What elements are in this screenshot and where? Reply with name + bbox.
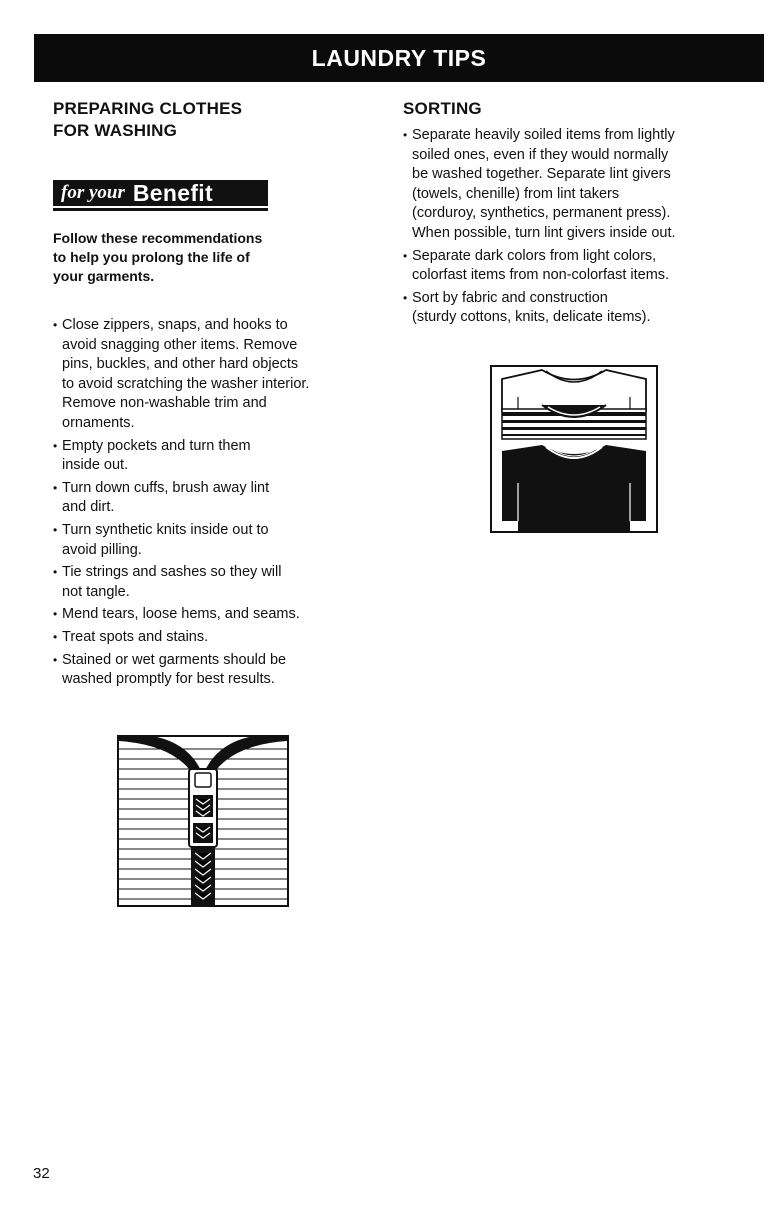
intro-line: to help you prolong the life of: [53, 249, 250, 265]
sorting-tip: [403, 247, 753, 286]
tip-line: avoid pilling.: [62, 541, 142, 558]
tip-line: • Stained or wet garments should be: [62, 651, 287, 668]
tip-line: • Sort by fabric and construction: [412, 289, 608, 306]
intro-line: Follow these recommendations: [53, 230, 263, 246]
tip-line: ornaments.: [62, 414, 135, 431]
sorting-heading-text: SORTING: [403, 99, 482, 118]
preparing-heading: [53, 98, 373, 142]
tip-line: pins, buckles, and other hard objects: [62, 356, 299, 373]
preparing-tip: [53, 316, 373, 434]
badge-prefix: for your: [61, 182, 125, 203]
closed-zipper-illustration: [117, 735, 289, 907]
preparing-tip: [53, 651, 373, 690]
tip-line: (towels, chenille) from lint takers: [412, 185, 620, 202]
preparing-heading-line: FOR WASHING: [53, 121, 178, 140]
tip-line: • Separate heavily soiled items from lightly: [412, 127, 675, 143]
tip-line: • Turn down cuffs, brush away lint: [62, 479, 270, 496]
preparing-tip: [53, 628, 373, 648]
tip-line: Remove non-washable trim and: [62, 395, 267, 412]
tip-line: (sturdy cottons, knits, delicate items).: [412, 309, 651, 326]
tip-line: • Tie strings and sashes so they will: [62, 564, 282, 581]
page-banner: [34, 34, 764, 82]
sorting-tip: [403, 289, 753, 328]
badge-word: Benefit: [132, 179, 213, 206]
preparing-intro: [53, 229, 373, 286]
tip-line: washed promptly for best results.: [62, 671, 275, 688]
sorted-shirts-illustration: [490, 365, 658, 533]
preparing-tip: [53, 521, 373, 560]
tip-line: • Empty pockets and turn them: [62, 437, 251, 454]
preparing-tip: [53, 437, 373, 476]
tip-line: When possible, turn lint givers inside out.: [412, 224, 676, 241]
preparing-heading-line: PREPARING CLOTHES: [53, 99, 243, 118]
tip-line: • Close zippers, snaps, and hooks to: [62, 317, 288, 333]
tip-line: and dirt.: [62, 499, 115, 516]
tip-line: • Turn synthetic knits inside out to: [62, 521, 269, 538]
badge-underline: [53, 208, 268, 211]
banner-title: LAUNDRY TIPS: [311, 44, 487, 71]
intro-line: your garments.: [53, 268, 155, 284]
tip-line: not tangle.: [62, 583, 130, 600]
sorting-heading: [403, 98, 753, 120]
tip-line: • Mend tears, loose hems, and seams.: [62, 606, 300, 623]
sorting-tips-list: [403, 126, 753, 328]
tip-line: • Treat spots and stains.: [62, 628, 209, 645]
sorting-tip: [403, 126, 753, 244]
preparing-tip: [53, 479, 373, 518]
tip-line: soiled ones, even if they would normally: [412, 146, 669, 163]
preparing-section: [53, 98, 373, 693]
tip-line: be washed together. Separate lint givers: [412, 166, 671, 183]
tip-line: • Separate dark colors from light colors,: [412, 247, 657, 264]
preparing-tip: [53, 563, 373, 602]
tip-line: to avoid scratching the washer interior.: [62, 375, 310, 392]
tip-line: colorfast items from non-colorfast items.: [412, 267, 670, 284]
tip-line: inside out.: [62, 457, 129, 474]
page-number: 32: [33, 1165, 50, 1182]
preparing-tips-list: [53, 316, 373, 690]
sorting-section: [403, 98, 753, 331]
tip-line: (corduroy, synthetics, permanent press).: [412, 205, 671, 222]
preparing-tip: [53, 605, 373, 625]
tip-line: avoid snagging other items. Remove: [62, 336, 298, 353]
for-your-benefit-badge: [53, 180, 268, 206]
